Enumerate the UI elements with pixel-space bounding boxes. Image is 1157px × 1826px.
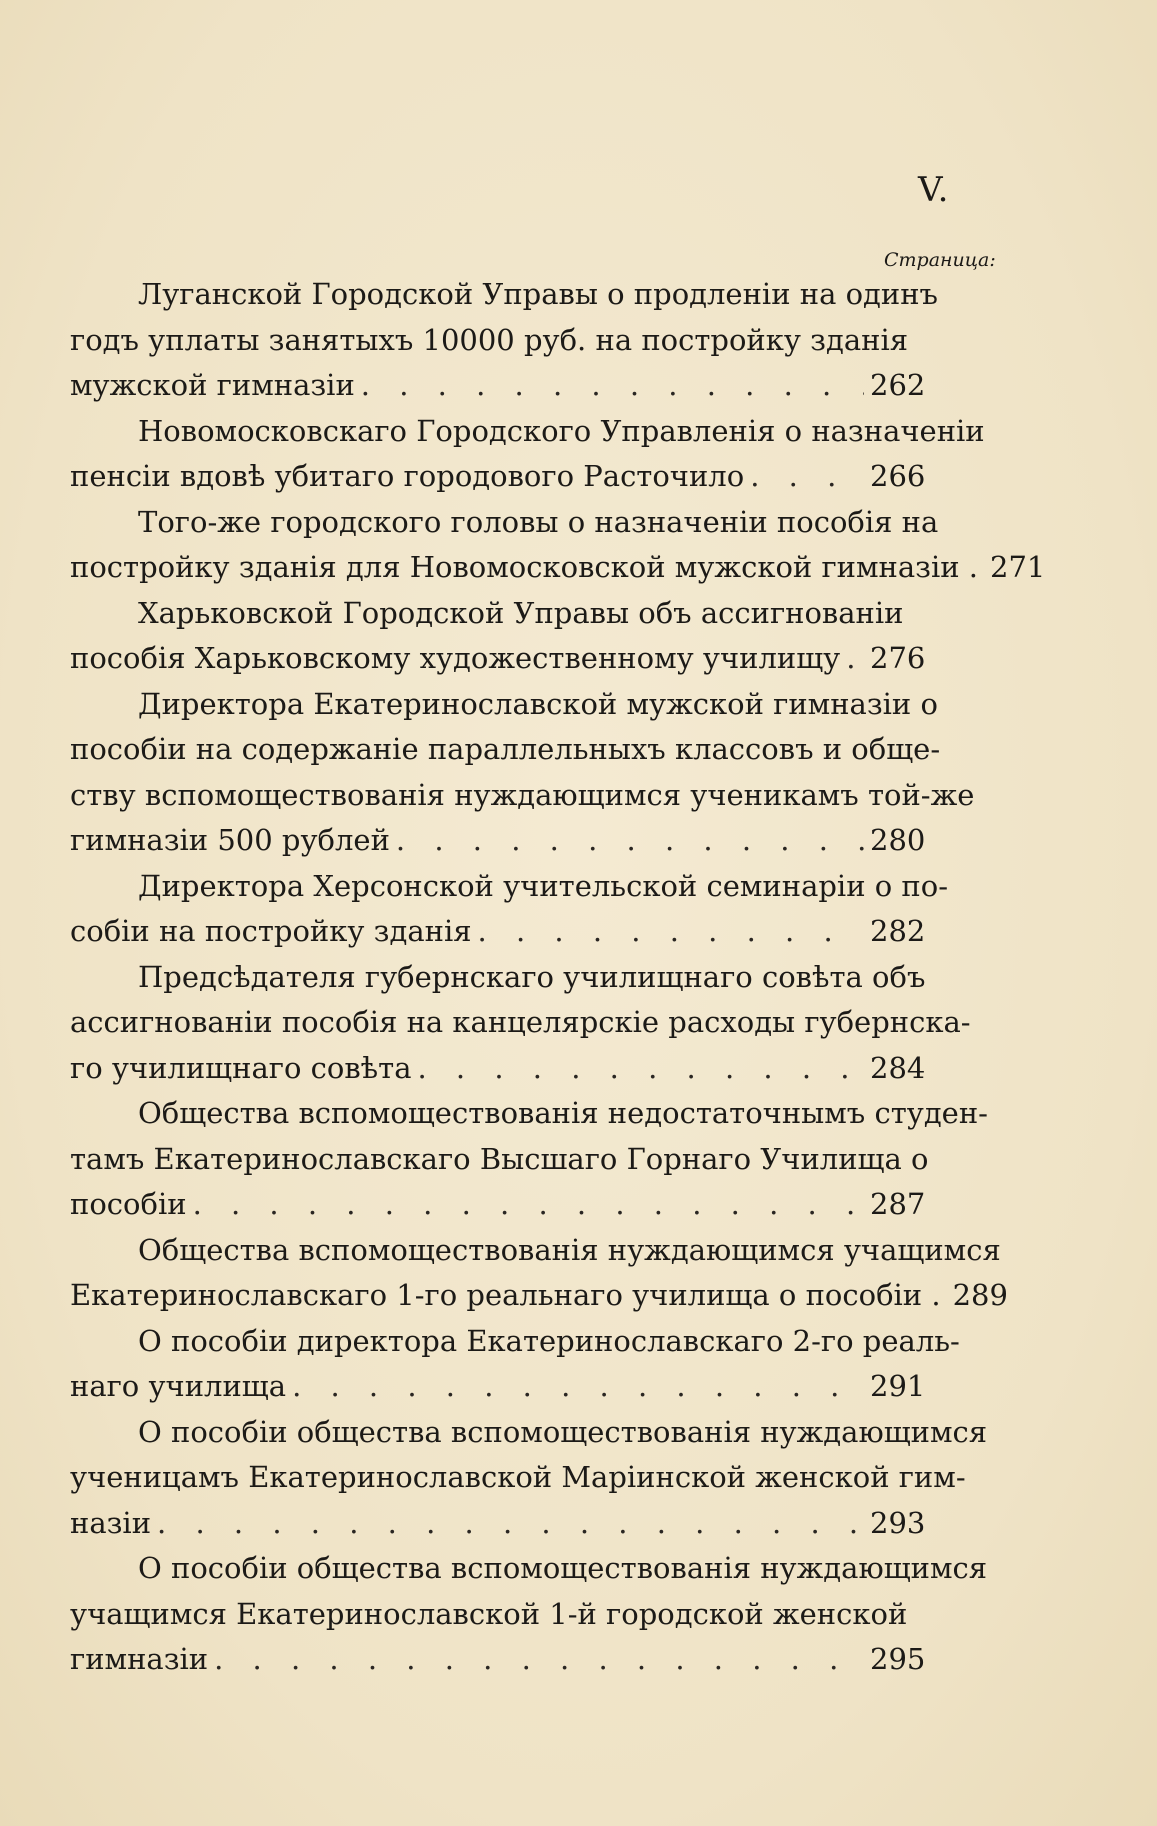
toc-entry (70, 591, 990, 682)
dot-leader (478, 909, 864, 955)
toc-entry-line: Новомосковскаго Городского Управленія о назначеніи (138, 413, 985, 448)
toc-entry-final-line (70, 545, 1046, 591)
toc-entry-text: пособіи (70, 1187, 187, 1221)
toc-entry-line: ству вспомоществованія нуждающимся ученикамъ той-же (70, 777, 975, 812)
dot-leader (292, 1364, 864, 1410)
dot-leader (193, 1182, 864, 1228)
toc-page-number: 276 (870, 641, 926, 675)
toc-entry-final-line (70, 1637, 990, 1683)
toc-entry (70, 682, 990, 864)
toc-entry-line: Предсѣдателя губернскаго училищнаго совѣта объ (138, 959, 926, 994)
toc-entry (70, 409, 990, 500)
toc-page-number: 271 (990, 550, 1046, 584)
dot-leader (418, 1046, 865, 1092)
toc-entry-text: назіи (70, 1505, 152, 1540)
toc-entry-line: ассигнованіи пособія на канцелярскіе расходы губернска- (70, 1005, 971, 1039)
toc-entry-line: О пособіи директора Екатеринославскаго 2-го реаль- (138, 1323, 960, 1358)
toc-entry-text: го училищнаго совѣта (70, 1050, 412, 1085)
toc-page-number: 280 (870, 823, 926, 857)
dot-leader (750, 454, 864, 500)
toc-entry-line: Общества вспомоществованія нуждающимся учащимся (138, 1232, 1001, 1267)
toc-entry-text: мужской гимназіи (70, 368, 355, 402)
toc-entry-line: Харьковской Городской Управы объ ассигнованіи (138, 595, 904, 630)
toc-page-number: 289 (952, 1278, 1008, 1312)
toc-entry-text: пособія Харьковскому художественному училищу (70, 641, 841, 675)
toc-page-number: 291 (870, 1369, 926, 1403)
toc-entry-text: наго училища (70, 1369, 287, 1403)
toc-entry-text: Екатеринославскаго 1-го реальнаго училища о пособіи . (70, 1278, 941, 1312)
dot-leader (361, 363, 864, 409)
dot-leader (396, 818, 864, 864)
toc-entry (70, 1546, 990, 1683)
toc-entry-text: пенсіи вдовѣ убитаго городового Расточило (70, 459, 745, 493)
page-column-header: Страница: (884, 249, 996, 271)
toc-entry-line: Директора Екатеринославской мужской гимназіи о (138, 686, 938, 721)
toc-entry-final-line (70, 636, 990, 682)
toc-page-number: 282 (870, 914, 926, 948)
toc-entry-line: тамъ Екатеринославскаго Высшаго Горнаго Училища о (70, 1141, 929, 1176)
toc-entry-final-line (70, 363, 990, 409)
dot-leader (157, 1501, 864, 1547)
toc-page-number: 295 (870, 1642, 926, 1676)
toc-entry-final-line (70, 1501, 990, 1547)
toc-entry (70, 1091, 990, 1228)
toc-entry (70, 272, 990, 409)
toc-entry-final-line (70, 1182, 990, 1228)
toc-entry-text: гимназіи 500 рублей (70, 823, 390, 857)
toc-entry-text: постройку зданія для Новомосковской мужской гимназіи . (70, 550, 979, 584)
toc-entry (70, 955, 990, 1092)
toc-entry-line: О пособіи общества вспомоществованія нуждающимся (138, 1551, 988, 1585)
toc-entry-final-line (70, 818, 990, 864)
toc-entry (70, 500, 1046, 591)
toc-page-number: 293 (870, 1505, 926, 1540)
toc-entry-line: учащимся Екатеринославской 1-й городской женской (70, 1596, 908, 1631)
toc-entry-line: годъ уплаты занятыхъ 10000 руб. на постройку зданія (70, 322, 909, 357)
toc-entry (70, 1319, 990, 1410)
toc-entry (70, 1410, 990, 1547)
toc-entry-line: Директора Херсонской учительской семинаріи о по- (138, 868, 949, 903)
toc-page-number: 287 (870, 1187, 926, 1221)
toc-entry-line: О пособіи общества вспомоществованія нуждающимся (138, 1414, 988, 1449)
toc-entry-line: Общества вспомоществованія недостаточнымъ студен- (138, 1096, 988, 1130)
table-of-contents (70, 272, 1046, 1683)
toc-entry-text: собіи на постройку зданія (70, 914, 472, 948)
toc-entry-line: пособіи на содержаніе параллельныхъ классовъ и обще- (70, 732, 941, 766)
toc-entry-final-line (70, 909, 990, 955)
toc-entry-line: Луганской Городской Управы о продленіи на одинъ (138, 277, 939, 311)
toc-page-number: 262 (870, 368, 926, 402)
toc-page-number: 266 (870, 459, 926, 493)
toc-entry-final-line (70, 454, 990, 500)
toc-entry-final-line (70, 1046, 990, 1092)
toc-entry-final-line (70, 1364, 990, 1410)
toc-page-number: 284 (870, 1050, 926, 1085)
toc-entry-text: гимназіи (70, 1642, 209, 1676)
toc-entry-line: Того-же городского головы о назначеніи пособія на (138, 504, 939, 539)
toc-entry (70, 864, 990, 955)
toc-entry-final-line (70, 1273, 1008, 1319)
toc-entry-line: ученицамъ Екатеринославской Маріинской женской гим- (70, 1460, 966, 1494)
toc-entry (70, 1228, 1008, 1319)
dot-leader (214, 1637, 864, 1683)
dot-leader (846, 636, 864, 682)
page-number: V. (918, 170, 950, 210)
